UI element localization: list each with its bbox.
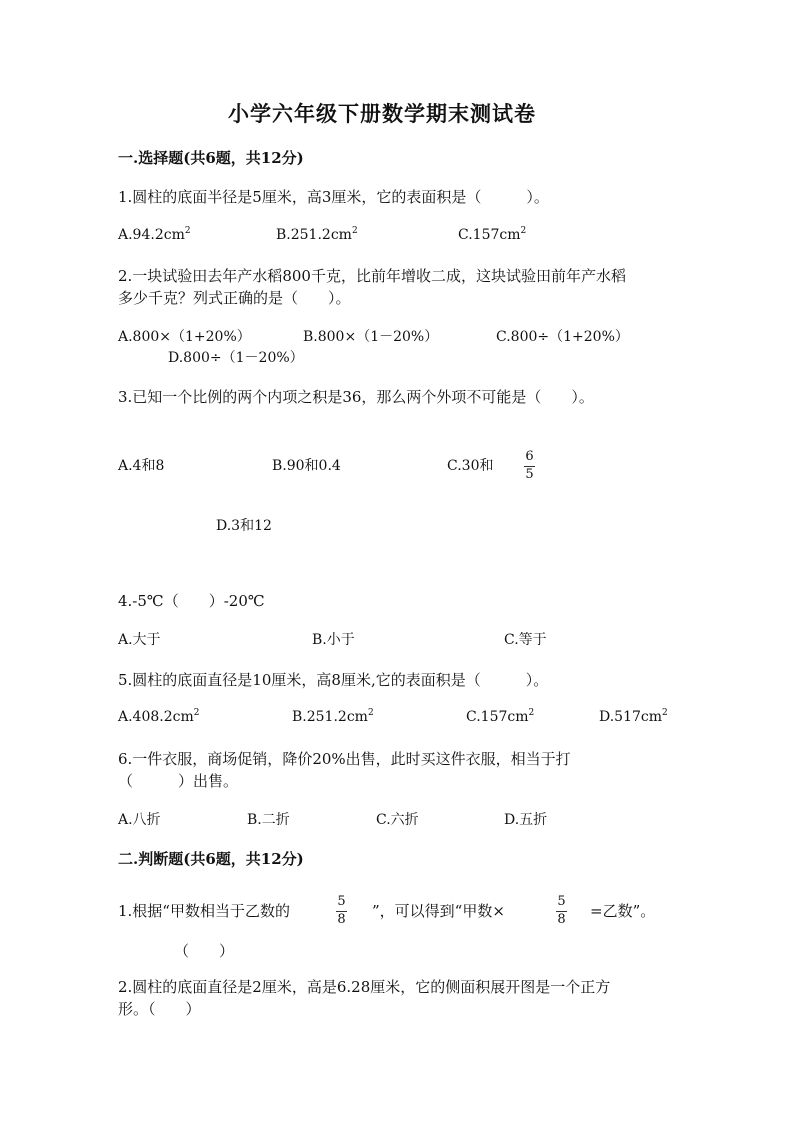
option-a[interactable] — [118, 227, 191, 243]
fraction-five-eighths — [556, 895, 567, 927]
option-d[interactable]: D.800÷（1－20%） — [168, 350, 304, 366]
section-heading-choice: 一.选择题(共6题，共12分) — [118, 149, 304, 167]
judgement-1-part-3: =乙数”。 — [590, 902, 656, 920]
option-b[interactable] — [276, 227, 358, 243]
question-4-text: 4.-5℃（ ）-20℃ — [118, 592, 265, 610]
question-1-text: 1.圆柱的底面半径是5厘米，高3厘米，它的表面积是（ ）。 — [118, 188, 549, 206]
option-label: C.157cm — [466, 709, 529, 725]
fraction-denominator: 8 — [557, 912, 566, 927]
option-c[interactable] — [466, 709, 534, 725]
option-d[interactable]: D.3和12 — [216, 518, 272, 534]
question-6-line-2: （ ）出售。 — [118, 772, 239, 790]
option-label: B.251.2cm — [292, 709, 368, 725]
option-d[interactable]: D.五折 — [504, 812, 548, 828]
question-2-line-1: 2.一块试验田去年产水稻800千克，比前年增收二成，这块试验田前年产水稻 — [118, 267, 626, 285]
option-label: D.517cm — [599, 709, 663, 725]
fraction-numerator: 5 — [557, 894, 566, 909]
page-title: 小学六年级下册数学期末测试卷 — [228, 101, 536, 126]
fraction-numerator: 6 — [525, 449, 534, 464]
fraction-five-eighths — [336, 895, 347, 927]
answer-blank[interactable]: （ ） — [174, 942, 235, 960]
option-a[interactable]: A.八折 — [118, 812, 161, 828]
option-c[interactable]: C.30和 — [447, 458, 494, 474]
option-label: B.251.2cm — [276, 227, 352, 243]
unit-superscript: 2 — [662, 708, 668, 718]
unit-superscript: 2 — [520, 226, 527, 236]
unit-superscript: 2 — [351, 226, 358, 236]
option-b[interactable]: B.二折 — [247, 812, 290, 828]
question-2-line-2: 多少千克？列式正确的是（ ）。 — [118, 289, 351, 307]
section-heading-judgement: 二.判断题(共6题，共12分) — [118, 850, 304, 868]
option-a[interactable]: A.800×（1+20%） — [118, 329, 251, 345]
judgement-1-part-1: 1.根据“甲数相当于乙数的 — [118, 902, 290, 920]
fraction-six-fifths — [524, 450, 535, 482]
option-c[interactable]: C.六折 — [376, 812, 419, 828]
question-6-line-1: 6.一件衣服，商场促销，降价20%出售，此时买这件衣服，相当于打 — [118, 750, 571, 768]
judgement-2-line-1: 2.圆柱的底面直径是2厘米，高是6.28厘米，它的侧面积展开图是一个正方 — [118, 978, 611, 996]
fraction-denominator: 8 — [337, 912, 346, 927]
option-label: C.157cm — [458, 227, 521, 243]
option-b[interactable]: B.800×（1－20%） — [303, 329, 439, 345]
option-a[interactable]: A.大于 — [118, 632, 161, 648]
option-b[interactable]: B.90和0.4 — [272, 458, 341, 474]
unit-superscript: 2 — [184, 226, 191, 236]
unit-superscript: 2 — [367, 708, 374, 718]
judgement-1-part-2: ”，可以得到“甲数× — [372, 902, 505, 920]
option-c[interactable]: C.800÷（1+20%） — [496, 329, 629, 345]
option-d[interactable] — [599, 709, 668, 725]
option-b[interactable]: B.小于 — [312, 632, 355, 648]
unit-superscript: 2 — [193, 708, 200, 718]
question-5-text: 5.圆柱的底面直径是10厘米，高8厘米,它的表面积是（ ）。 — [118, 671, 549, 689]
option-a[interactable] — [118, 709, 200, 725]
option-c[interactable] — [458, 227, 526, 243]
option-a[interactable]: A.4和8 — [118, 458, 165, 474]
question-3-text: 3.已知一个比例的两个内项之积是36，那么两个外项不可能是（ ）。 — [118, 388, 594, 406]
option-label: A.94.2cm — [118, 227, 185, 243]
fraction-numerator: 5 — [337, 894, 346, 909]
option-label: A.408.2cm — [118, 709, 194, 725]
option-b[interactable] — [292, 709, 374, 725]
judgement-2-line-2: 形。（ ） — [118, 1000, 201, 1018]
unit-superscript: 2 — [528, 708, 535, 718]
fraction-denominator: 5 — [525, 467, 534, 482]
option-c[interactable]: C.等于 — [504, 632, 547, 648]
